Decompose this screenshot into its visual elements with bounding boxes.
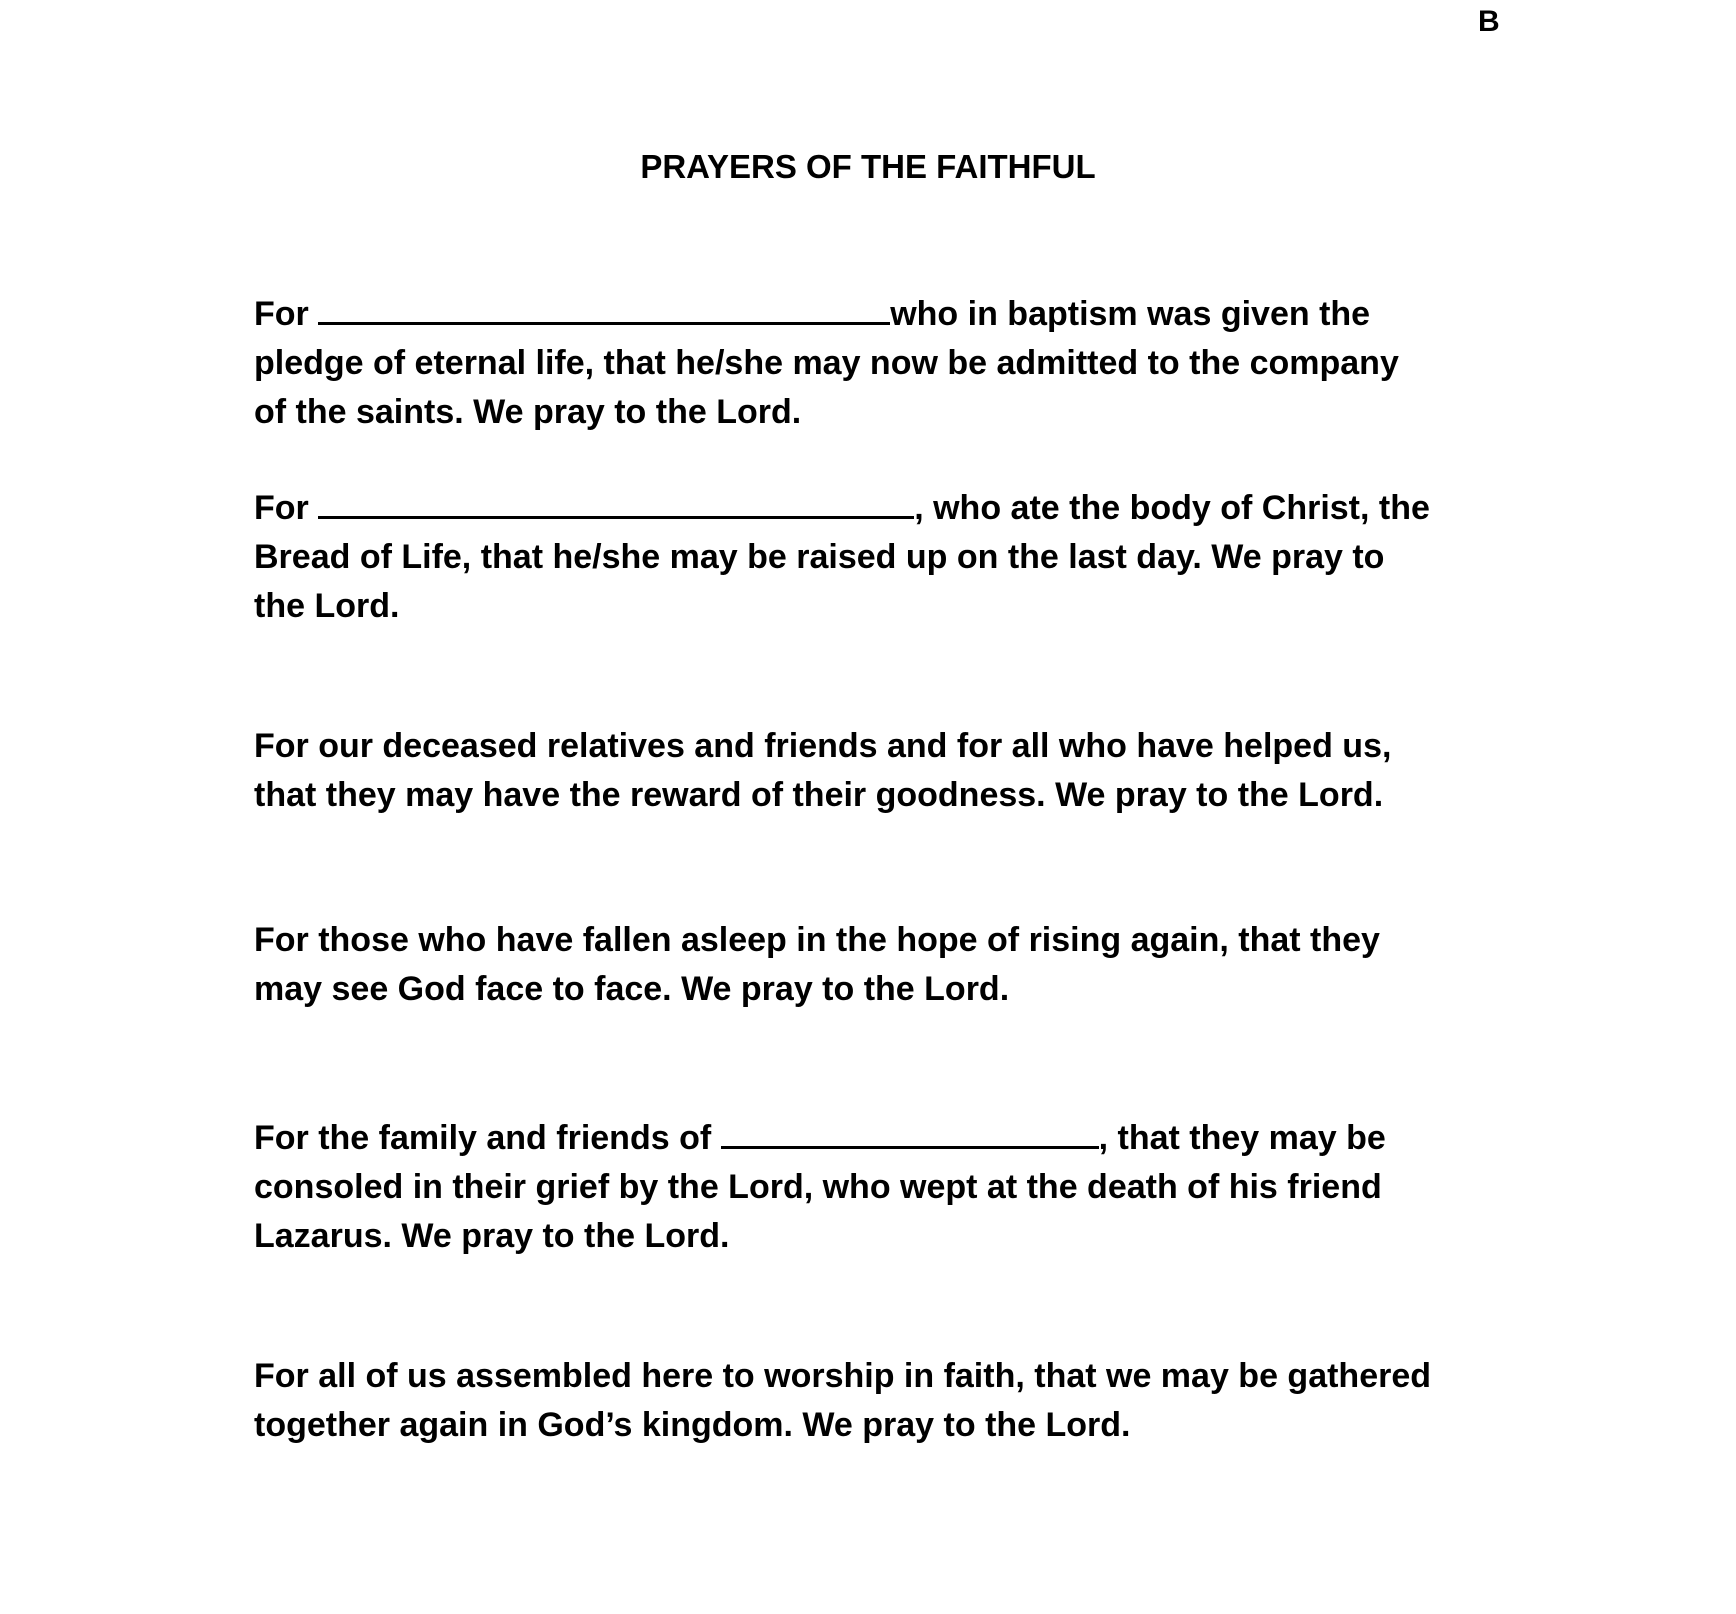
prayer-4 — [254, 916, 1474, 1014]
name-blank — [318, 286, 890, 325]
prayer-5-line-1-tail: , that they may be — [1098, 1119, 1386, 1157]
prayer-2-line-3: the Lord. — [254, 587, 400, 625]
prayer-1 — [254, 286, 1474, 437]
prayer-1-line-3: of the saints. We pray to the Lord. — [254, 393, 802, 431]
prayer-1-line-1 — [254, 286, 1474, 339]
prayer-3-line-2: that they may have the reward of their goodness. We pray to the Lord. — [254, 776, 1384, 814]
name-blank — [721, 1110, 1099, 1149]
prayer-3-line-1: For our deceased relatives and friends and for all who have helped us, — [254, 727, 1392, 765]
prayer-6-line-1: For all of us assembled here to worship in faith, that we may be gathered — [254, 1357, 1432, 1395]
prayer-6 — [254, 1352, 1474, 1450]
prayer-5-line-1-lead: For the family and friends of — [254, 1119, 721, 1157]
prayer-6-line-2: together again in God’s kingdom. We pray to the Lord. — [254, 1406, 1131, 1444]
name-blank — [318, 480, 914, 519]
page-title: PRAYERS OF THE FAITHFUL — [640, 148, 1096, 185]
prayer-5-line-3: Lazarus. We pray to the Lord. — [254, 1217, 730, 1255]
prayer-4-line-2: may see God face to face. We pray to the Lord. — [254, 970, 1010, 1008]
prayer-1-line-1-tail: who in baptism was given the — [890, 295, 1371, 333]
prayer-2 — [254, 480, 1474, 631]
prayer-4-line-1: For those who have fallen asleep in the hope of rising again, that they — [254, 921, 1380, 959]
prayer-2-line-1-tail: , who ate the body of Christ, the — [914, 489, 1430, 527]
page-marker: B — [1478, 5, 1500, 38]
prayer-1-line-2: pledge of eternal life, that he/she may now be admitted to the company — [254, 344, 1399, 382]
prayer-5-line-1 — [254, 1110, 1474, 1163]
prayer-5-line-2: consoled in their grief by the Lord, who wept at the death of his friend — [254, 1168, 1382, 1206]
prayer-2-line-1-lead: For — [254, 489, 319, 527]
prayer-3 — [254, 722, 1474, 820]
prayer-2-line-2: Bread of Life, that he/she may be raised up on the last day. We pray to — [254, 538, 1385, 576]
prayer-1-line-1-lead: For — [254, 295, 319, 333]
prayer-5 — [254, 1110, 1474, 1261]
prayer-2-line-1 — [254, 480, 1474, 533]
